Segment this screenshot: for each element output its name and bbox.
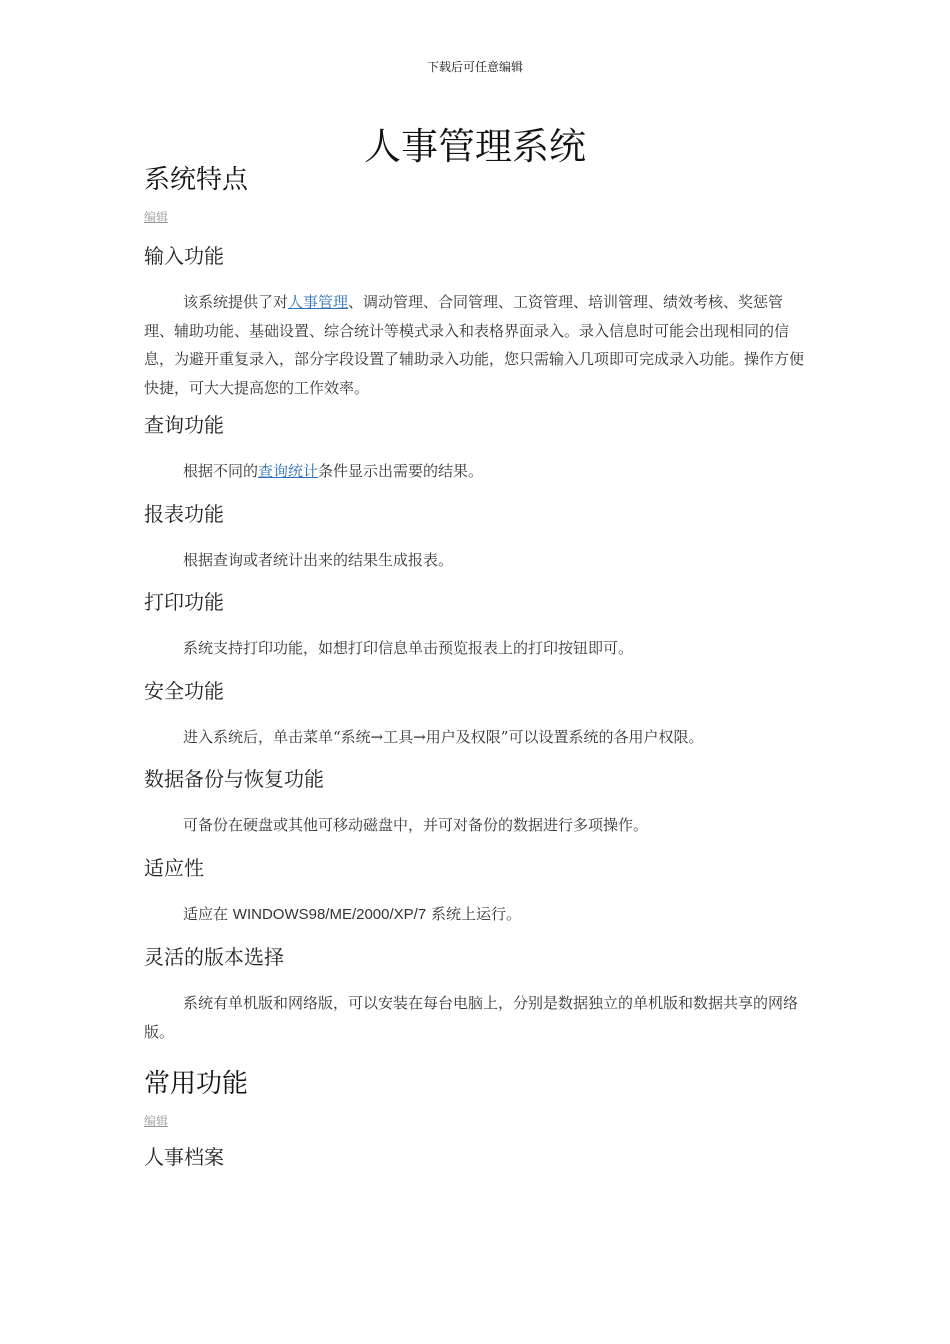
paragraph-report: 根据查询或者统计出来的结果生成报表。: [183, 550, 454, 569]
paragraph-version: 系统有单机版和网络版，可以安装在每台电脑上，分别是数据独立的单机版和数据共享的网络版。: [144, 994, 799, 1041]
heading-report: 报表功能: [144, 501, 224, 526]
heading-personnel-files: 人事档案: [144, 1145, 224, 1169]
heading-backup: 数据备份与恢复功能: [144, 767, 324, 791]
text: 、调动管理、合同管理、工资管理、培训管理、绩效考核、奖惩管理、辅助功能、基础设置、综合统计等模式录入和表格界面录入。录入信息时可能会出现相同的信息，为避开重复录入，部分字段设置了辅助录入功能，您只需输入几项即可完成录入功能。操作方便快捷，可大大提高您的工作效率。: [144, 293, 805, 397]
heading-print: 打印功能: [144, 590, 224, 614]
os-versions: WINDOWS98/ME/2000/XP/7: [232, 905, 427, 923]
paragraph-security: 进入系统后，单击菜单“系统→工具→用户及权限”可以设置系统的各用户权限。: [183, 727, 704, 746]
text: 该系统提供了对: [183, 293, 289, 311]
text: 系统上运行。: [426, 904, 521, 923]
text: 适应在: [183, 904, 233, 923]
text: 根据不同的: [183, 462, 259, 480]
edit-link-common[interactable]: 编辑: [144, 1114, 169, 1128]
paragraph-print: 系统支持打印功能，如想打印信息单击预览报表上的打印按钮即可。: [183, 639, 634, 657]
section-heading-common: 常用功能: [144, 1069, 249, 1099]
section-heading-features: 系统特点: [144, 165, 249, 195]
paragraph-adaptability: [144, 900, 806, 930]
heading-security: 安全功能: [144, 678, 224, 703]
text: 条件显示出需要的结果。: [318, 462, 484, 480]
link-personnel-management[interactable]: 人事管理: [288, 293, 349, 311]
paragraph-backup: 可备份在硬盘或其他可移动磁盘中，并可对备份的数据进行多项操作。: [183, 816, 649, 834]
heading-query: 查询功能: [144, 413, 224, 437]
edit-link-features[interactable]: 编辑: [144, 210, 169, 224]
document-title: 人事管理系统: [364, 125, 586, 168]
paragraph-input: [144, 288, 806, 402]
header-note: 下载后可任意编辑: [426, 60, 523, 74]
heading-input: 输入功能: [144, 244, 224, 268]
link-query-statistics[interactable]: 查询统计: [258, 462, 319, 480]
heading-version: 灵活的版本选择: [144, 945, 284, 969]
heading-adaptability: 适应性: [144, 855, 204, 880]
document-body: [144, 160, 806, 1172]
paragraph-query: [144, 457, 806, 486]
